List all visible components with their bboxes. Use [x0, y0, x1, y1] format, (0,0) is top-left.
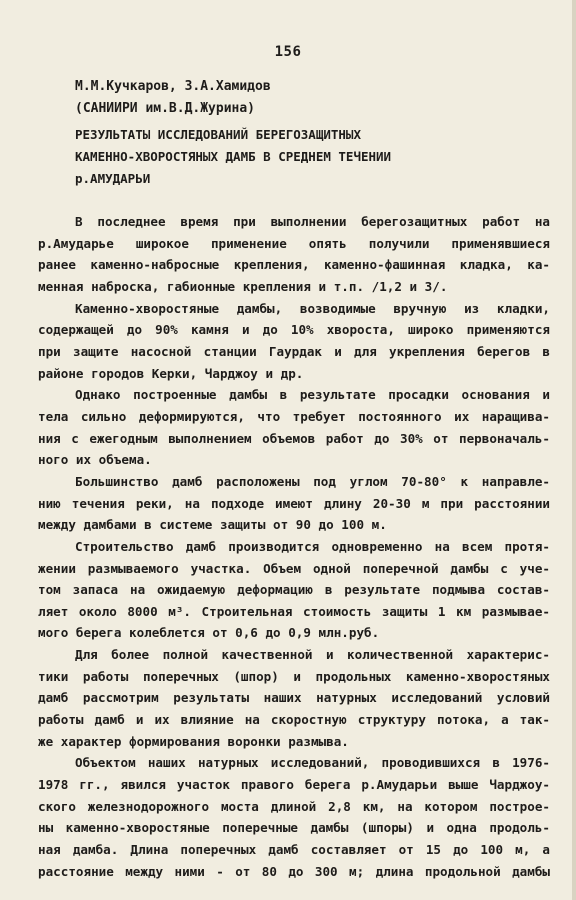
- text-line: работы дамб и их влияние на скоростную структуру потока, а так-: [38, 712, 550, 728]
- text-line: Для более полной качественной и количественной характерис-: [75, 647, 550, 663]
- text-line: 1978 гг., явился участок правого берега р.Амударьи выше Чарджоу-: [38, 777, 550, 793]
- text-line: между дамбами в системе защиты от 90 до 100 м.: [38, 517, 387, 533]
- text-line: ранее каменно-набросные крепления, каменно-фашинная кладка, ка-: [38, 257, 550, 273]
- authors: М.М.Кучкаров, З.А.Хамидов: [75, 79, 271, 94]
- text-line: Строительство дамб производится одновременно на всем протя-: [75, 538, 550, 554]
- text-line: расстояние между ними - от 80 до 300 м; длина продольной дамбы: [38, 863, 550, 879]
- affiliation: (САНИИРИ им.В.Д.Журина): [75, 101, 256, 116]
- text-line: Однако построенные дамбы в результате просадки основания и: [75, 387, 550, 403]
- text-line: том запаса на ожидаемую деформацию в результате подмыва состав-: [38, 582, 550, 598]
- article-title: [75, 124, 555, 190]
- text-line: ны каменно-хворостяные поперечные дамбы (шпоры) и одна продоль-: [38, 820, 550, 836]
- text-line: содержащей до 90% камня и до 10% хвороста, широко применяются: [38, 322, 550, 338]
- text-line: Каменно-хворостяные дамбы, возводимые вручную из кладки,: [75, 300, 550, 316]
- text-line: при защите насосной станции Гаурдак и для укрепления берегов в: [38, 343, 550, 359]
- text-line: ния с ежегодным выполнением объемов работ до 30% от первоначаль-: [38, 430, 550, 446]
- title-line: РЕЗУЛЬТАТЫ ИССЛЕДОВАНИЙ БЕРЕГОЗАЩИТНЫХ: [75, 127, 361, 142]
- title-line: КАМЕННО-ХВОРОСТЯНЫХ ДАМБ В СРЕДНЕМ ТЕЧЕНИИ: [75, 149, 392, 164]
- text-line: дамб рассмотрим результаты наших натурных исследований условий: [38, 690, 550, 706]
- text-line: ляет около 8000 м³. Строительная стоимость защиты 1 км размывае-: [38, 603, 550, 619]
- text-line: менная наброска, габионные крепления и т.п. /1,2 и 3/.: [38, 278, 448, 294]
- text-line: тики работы поперечных (шпор) и продольных каменно-хворостяных: [38, 668, 550, 684]
- text-line: В последнее время при выполнении берегозащитных работ на: [75, 214, 550, 229]
- page-number: 156: [274, 44, 302, 60]
- text-line: ного их объема.: [38, 452, 152, 468]
- text-line: Объектом наших натурных исследований, проводившихся в 1976-: [75, 755, 550, 771]
- text-line: районе городов Керки, Чарджоу и др.: [38, 365, 304, 381]
- text-line: жении размываемого участка. Объем одной поперечной дамбы с уче-: [38, 560, 550, 576]
- text-line: мого берега колеблется от 0,6 до 0,9 млн.руб.: [38, 625, 380, 641]
- text-line: же характер формирования воронки размыва.: [38, 733, 349, 749]
- text-line: Большинство дамб расположены под углом 70-80° к направле-: [75, 473, 550, 489]
- author-block: [75, 76, 555, 120]
- title-line: р.АМУДАРЬИ: [75, 171, 151, 186]
- text-line: р.Амударье широкое применение опять получили применявшиеся: [38, 235, 550, 251]
- body-text: [0, 211, 576, 882]
- text-line: нию течения реки, на подходе имеют длину 20-30 м при расстоянии: [38, 495, 550, 511]
- text-line: ского железнодорожного моста длиной 2,8 км, на котором построе-: [38, 798, 550, 814]
- text-line: ная дамба. Длина поперечных дамб составляет от 15 до 100 м, а: [38, 842, 550, 858]
- text-line: тела сильно деформируются, что требует постоянного их наращива-: [38, 408, 550, 424]
